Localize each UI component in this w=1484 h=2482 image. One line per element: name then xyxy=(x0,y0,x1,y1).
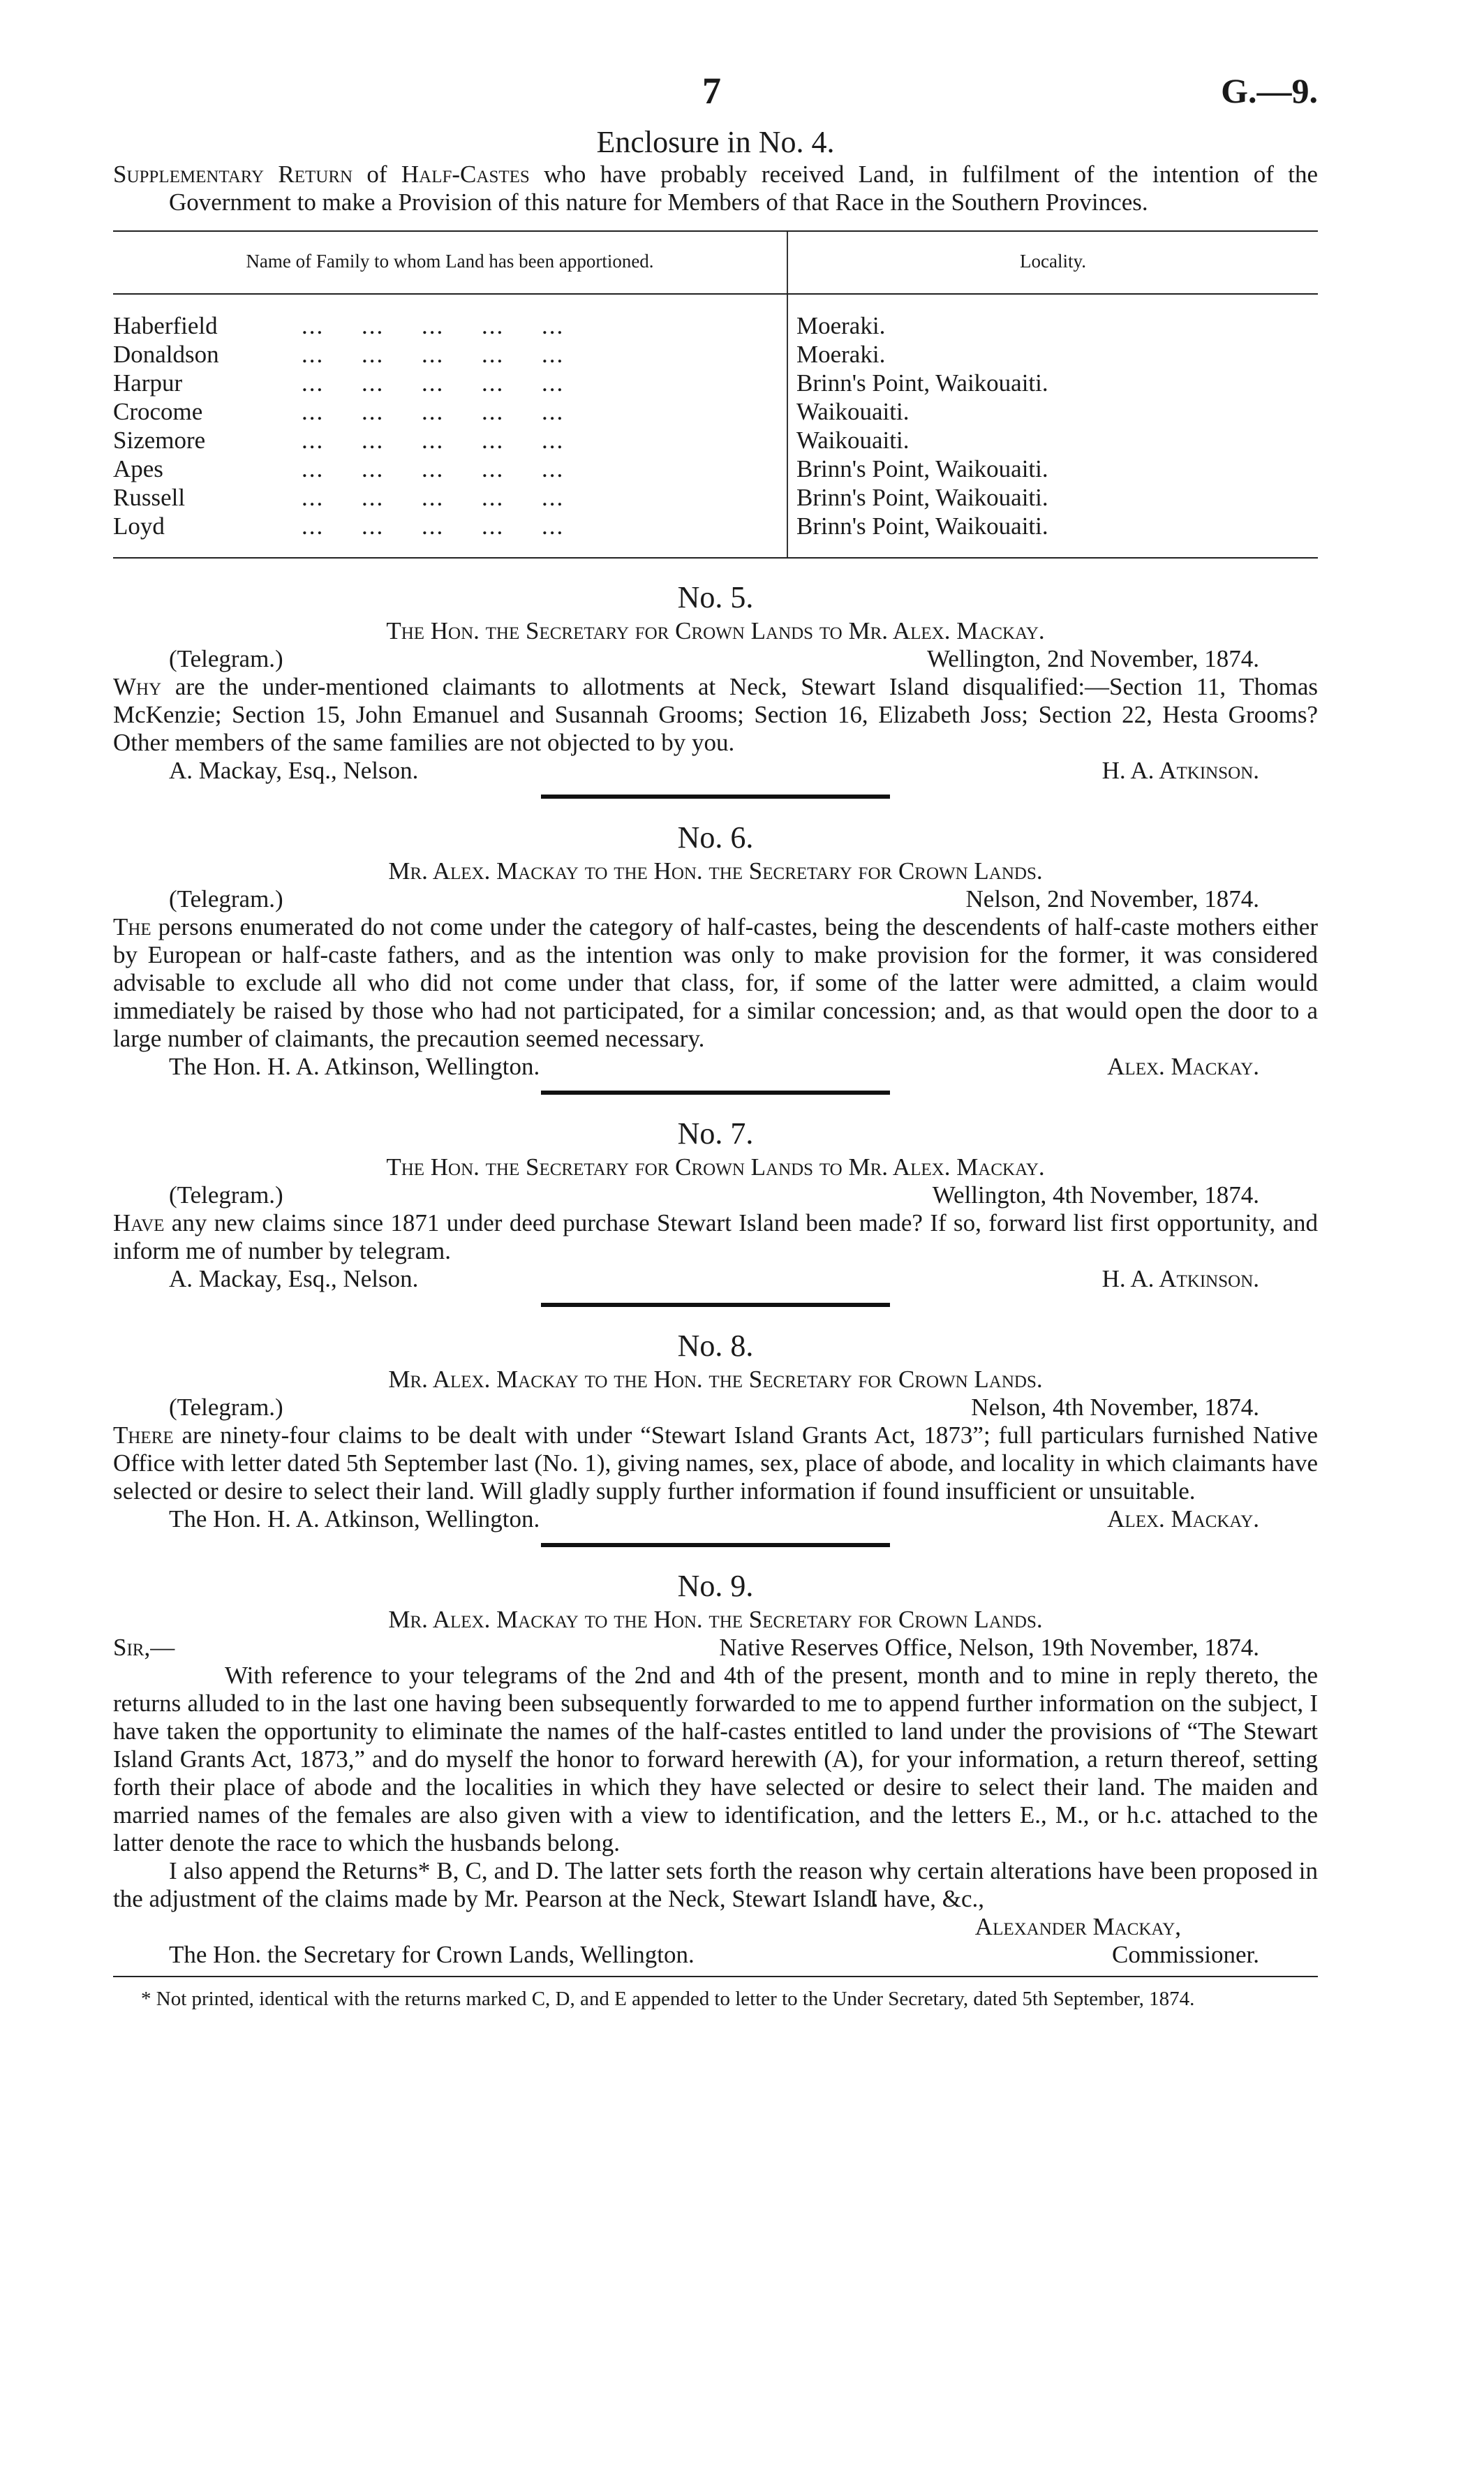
dateline: Wellington, 4th November, 1874. xyxy=(932,1181,1259,1209)
table-bottom-rule xyxy=(113,557,1318,559)
leader-dots: ... ... ... ... ... xyxy=(302,398,565,425)
message-body-7 xyxy=(113,1209,1318,1265)
first-word: The xyxy=(113,913,151,940)
page-header xyxy=(113,70,1318,126)
body-text: are ninety-four claims to be dealt with under “Stewart Island Grants Act, 1873”; full particulars furnished Native Office with letter dated 5th September last (No. 1), giving names, sex, place of abode, and locality in which claimants have selected or desire to select their land. Will gladly supply further information if found insufficient or unsuitable. xyxy=(113,1421,1318,1505)
dateline: Nelson, 2nd November, 1874. xyxy=(965,885,1259,913)
table-row xyxy=(113,369,1318,397)
telegram-label: (Telegram.) xyxy=(169,885,283,913)
telegram-label: (Telegram.) xyxy=(169,645,283,672)
family-name-cell xyxy=(113,311,787,340)
body-text: any new claims since 1871 under deed purchase Stewart Island been made? If so, forward list first opportunity, and inform me of number by telegram. xyxy=(113,1209,1318,1264)
leader-dots: ... ... ... ... ... xyxy=(302,427,565,454)
signature-line-8 xyxy=(113,1505,1318,1533)
telegram-label: (Telegram.) xyxy=(169,1394,283,1421)
leader-dots: ... ... ... ... ... xyxy=(302,484,565,511)
section-heading-6: Mr. Alex. Mackay to the Hon. the Secretary for Crown Lands. xyxy=(388,857,1043,885)
enclosure-title: Enclosure in No. 4. xyxy=(596,125,835,159)
addressee: A. Mackay, Esq., Nelson. xyxy=(169,757,419,784)
document-reference: G.—9. xyxy=(1221,71,1318,110)
return-intro-text: who have probably received Land, in fulfilment of the intention of the Government to make a Provision of this nature for Members of that Race in the Southern Provinces. xyxy=(169,161,1319,216)
first-word: Have xyxy=(113,1209,165,1236)
leader-dots: ... ... ... ... ... xyxy=(302,341,565,368)
signature: Alex. Mackay. xyxy=(1107,1053,1259,1080)
footnote-rule xyxy=(113,1976,1318,1977)
leader-dots: ... ... ... ... ... xyxy=(302,312,565,339)
family-name: Russell xyxy=(113,484,186,511)
telegram-line-5 xyxy=(113,645,1318,673)
signer-line xyxy=(113,1913,1318,1941)
family-name: Sizemore xyxy=(113,427,206,454)
signer-title: Commissioner. xyxy=(1112,1941,1259,1968)
message-body-8 xyxy=(113,1421,1318,1505)
telegram-label: (Telegram.) xyxy=(169,1181,283,1209)
leader-dots: ... ... ... ... ... xyxy=(302,455,565,482)
signature: H. A. Atkinson. xyxy=(1101,757,1259,784)
letter-paragraph-2: I also append the Returns* B, C, and D. The latter sets forth the reason why certain alterations have been proposed in the adjustment of the claims made by Mr. Pearson at the Neck, Stewart Island. xyxy=(113,1857,1318,1912)
return-intro-lead: Supplementary Return xyxy=(113,161,353,188)
signature-line-5 xyxy=(113,757,1318,785)
letter-paragraph-1: With reference to your telegrams of the 2nd and 4th of the present, month and to mine in reply thereto, the returns alluded to in the last one having been subsequently forwarded to me to append further information on the subject, I have taken the opportunity to eliminate the names of the half-castes entitled to land under the provisions of “The Stewart Island Grants Act, 1873,” and do myself the honor to forward herewith (A), for your information, a return thereof, setting forth their place of abode and the localities in which they have selected or desire to select their land. The maiden and married names of the females are also given with a view to identification, and the letters E., M., or h.c. attached to the latter denote the race to which the husbands belong. xyxy=(113,1662,1318,1856)
closing-line xyxy=(113,1885,1318,1913)
locality-cell: Brinn's Point, Waikouaiti. xyxy=(796,369,1048,397)
family-name-cell xyxy=(113,369,787,397)
locality-cell: Waikouaiti. xyxy=(796,398,910,425)
page-number: 7 xyxy=(702,70,721,112)
locality-cell: Brinn's Point, Waikouaiti. xyxy=(796,455,1048,482)
section-divider xyxy=(541,1303,890,1307)
addressee: A. Mackay, Esq., Nelson. xyxy=(169,1265,419,1292)
salutation: Sir,— xyxy=(113,1634,175,1661)
signature-line-6 xyxy=(113,1053,1318,1081)
body-text: are the under-mentioned claimants to allotments at Neck, Stewart Island disqualified:—Section 11, Thomas McKenzie; Section 15, John Emanuel and Susannah Grooms; Section 16, Elizabeth Joss; Section 22, Hesta Grooms? Other members of the same families are not objected to by you. xyxy=(113,673,1318,756)
table-row xyxy=(113,340,1318,369)
body-text: persons enumerated do not come under the category of half-castes, being the descendents of half-caste mothers either by European or half-caste fathers, and as the intention was only to make provision for the former, it was considered advisable to exclude all who did not come under that class, for, if some of the latter were admitted, a claim would immediately be raised by those who had not participated, for a similar concession; and, as that would open the door to a large number of claimants, the precaution seemed necessary. xyxy=(113,913,1318,1052)
return-intro-halfcastes: Half-Castes xyxy=(401,161,530,188)
addressee: The Hon. H. A. Atkinson, Wellington. xyxy=(169,1505,540,1532)
section-heading-8: Mr. Alex. Mackay to the Hon. the Secretary for Crown Lands. xyxy=(388,1366,1043,1393)
signer: Alexander Mackay, xyxy=(974,1913,1181,1940)
signature: H. A. Atkinson. xyxy=(1101,1265,1259,1292)
leader-dots: ... ... ... ... ... xyxy=(302,369,565,397)
section-heading-7: The Hon. the Secretary for Crown Lands to Mr. Alex. Mackay. xyxy=(386,1153,1045,1181)
family-name: Donaldson xyxy=(113,341,219,368)
family-name-cell xyxy=(113,340,787,369)
locality-cell: Brinn's Point, Waikouaiti. xyxy=(796,512,1048,540)
section-heading-5: The Hon. the Secretary for Crown Lands to Mr. Alex. Mackay. xyxy=(386,617,1045,644)
salutation-line xyxy=(113,1634,1318,1662)
closing: I have, &c., xyxy=(869,1885,984,1912)
message-body-6 xyxy=(113,913,1318,1053)
signature-line-7 xyxy=(113,1265,1318,1293)
family-name-cell xyxy=(113,426,787,455)
family-name-cell xyxy=(113,397,787,426)
locality-cell: Moeraki. xyxy=(796,341,886,368)
section-number-8: No. 8. xyxy=(677,1329,754,1363)
telegram-line-7 xyxy=(113,1181,1318,1209)
family-name: Crocome xyxy=(113,398,203,425)
addressee: The Hon. the Secretary for Crown Lands, Wellington. xyxy=(169,1941,695,1968)
locality-cell: Brinn's Point, Waikouaiti. xyxy=(796,484,1048,511)
table-row xyxy=(113,483,1318,512)
page xyxy=(113,70,1319,2011)
dateline: Wellington, 2nd November, 1874. xyxy=(927,645,1259,672)
dateline: Nelson, 4th November, 1874. xyxy=(971,1394,1259,1421)
first-word: There xyxy=(113,1421,174,1449)
addressee-line-9 xyxy=(113,1941,1318,1969)
locality-cell: Moeraki. xyxy=(796,312,886,339)
table-row xyxy=(113,512,1318,540)
table-row xyxy=(113,311,1318,340)
table-header-row xyxy=(113,232,1318,294)
section-number-7: No. 7. xyxy=(677,1116,754,1151)
family-name-cell xyxy=(113,455,787,483)
return-intro-of: of xyxy=(353,161,401,188)
family-name-cell xyxy=(113,483,787,512)
family-name-cell xyxy=(113,512,787,540)
table-row xyxy=(113,455,1318,483)
col-header-name: Name of Family to whom Land has been apportioned. xyxy=(113,232,787,294)
telegram-line-6 xyxy=(113,885,1318,913)
section-heading-9: Mr. Alex. Mackay to the Hon. the Secretary for Crown Lands. xyxy=(388,1606,1043,1633)
addressee: The Hon. H. A. Atkinson, Wellington. xyxy=(169,1053,540,1080)
table-row xyxy=(113,397,1318,426)
signature: Alex. Mackay. xyxy=(1107,1505,1259,1532)
family-name: Harpur xyxy=(113,369,183,397)
leader-dots: ... ... ... ... ... xyxy=(302,512,565,540)
table-row xyxy=(113,426,1318,455)
section-number-6: No. 6. xyxy=(677,820,754,855)
first-word: Why xyxy=(113,673,162,700)
message-body-5 xyxy=(113,673,1318,757)
family-name: Loyd xyxy=(113,512,165,540)
family-name: Apes xyxy=(113,455,163,482)
section-divider xyxy=(541,1543,890,1547)
locality-cell: Waikouaiti. xyxy=(796,427,910,454)
family-name: Haberfield xyxy=(113,312,218,339)
return-table xyxy=(113,232,1318,557)
section-number-9: No. 9. xyxy=(677,1569,754,1603)
section-divider xyxy=(541,795,890,799)
return-intro xyxy=(113,161,1318,216)
section-number-5: No. 5. xyxy=(677,580,754,614)
footnote: * Not printed, identical with the returns marked C, D, and E appended to letter to the Under Secretary, dated 5th September, 1874. xyxy=(141,1988,1195,2010)
section-divider xyxy=(541,1091,890,1095)
telegram-line-8 xyxy=(113,1394,1318,1421)
col-header-locality: Locality. xyxy=(787,232,1318,294)
dateline: Native Reserves Office, Nelson, 19th November, 1874. xyxy=(719,1634,1259,1661)
